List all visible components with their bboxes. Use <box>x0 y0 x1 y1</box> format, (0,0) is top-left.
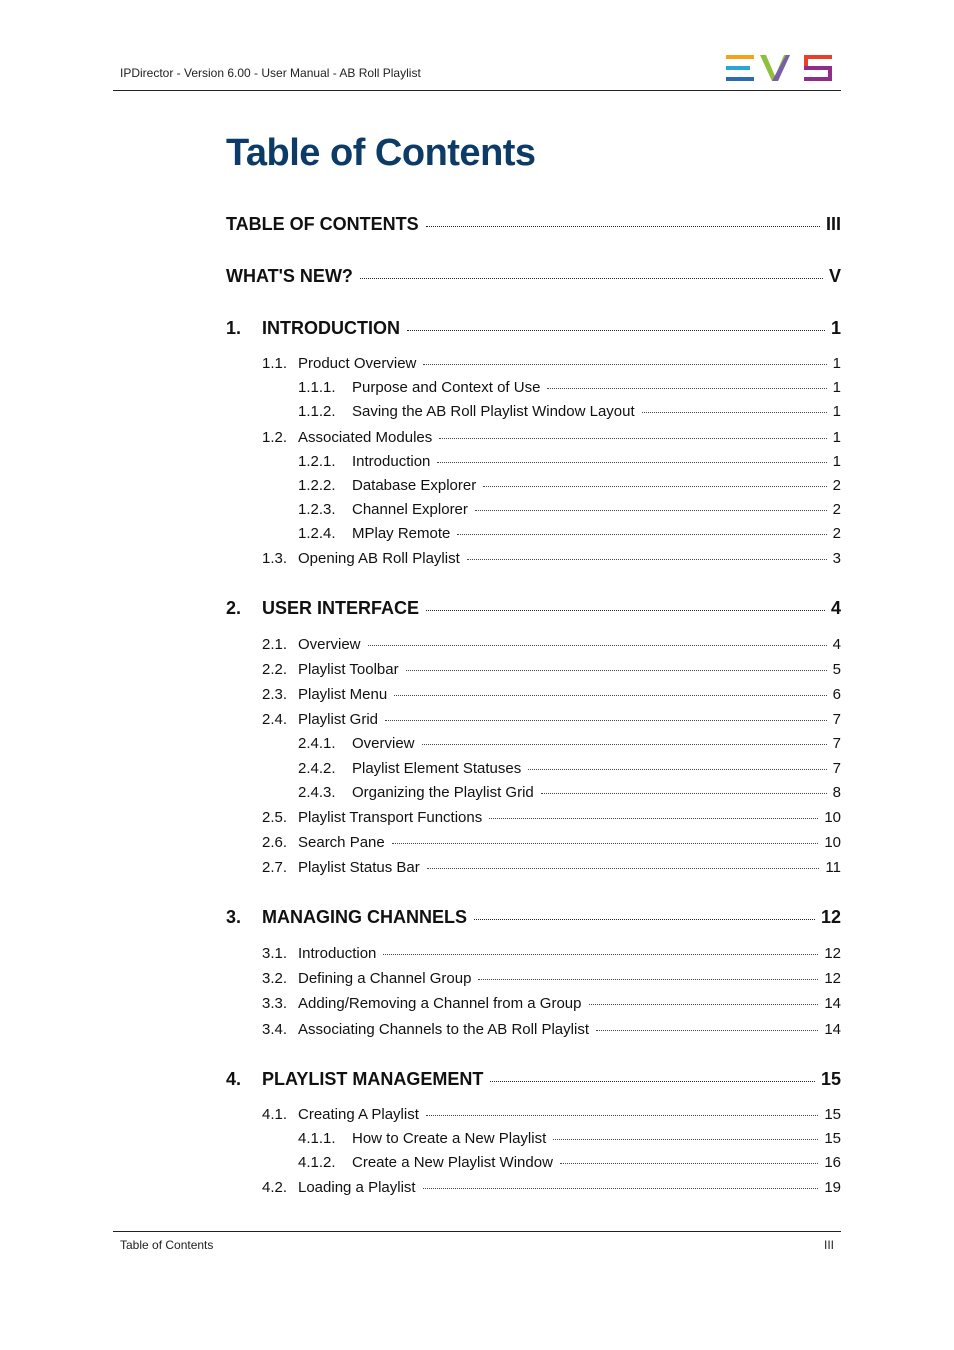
toc-section-entry[interactable] <box>262 355 841 372</box>
toc-dot-leader <box>467 559 827 560</box>
toc-section-entry[interactable] <box>262 711 841 728</box>
toc-entry-title: Associating Channels to the AB Roll Playlist <box>298 1021 589 1038</box>
toc-entry-number: 3. <box>226 907 242 927</box>
toc-dot-leader <box>489 818 818 819</box>
toc-entry-title: Introduction <box>298 945 377 962</box>
toc-entry-page: 14 <box>824 995 841 1012</box>
toc-dot-leader <box>560 1163 818 1164</box>
toc-entry-page: 1 <box>832 355 841 372</box>
footer-section-name: Table of Contents <box>120 1238 214 1252</box>
toc-entry-page: 15 <box>824 1106 841 1123</box>
toc-entry-title: Opening AB Roll Playlist <box>298 550 460 567</box>
toc-section-entry[interactable] <box>298 453 841 470</box>
toc-entry-title: Saving the AB Roll Playlist Window Layout <box>352 403 635 420</box>
toc-dot-leader <box>385 720 827 721</box>
toc-dot-leader <box>426 610 825 611</box>
toc-entry-number: 2.6. <box>262 834 288 851</box>
toc-entry-title: Associated Modules <box>298 429 433 446</box>
toc-entry-number: 3.2. <box>262 970 288 987</box>
toc-section-entry[interactable] <box>298 379 841 396</box>
toc-entry-title: Playlist Menu <box>298 686 388 703</box>
toc-section-entry[interactable] <box>298 477 841 494</box>
toc-entry-number: 1.2.1. <box>298 453 336 470</box>
toc-entry-number: 4.1. <box>262 1106 288 1123</box>
toc-entry-title: Adding/Removing a Channel from a Group <box>298 995 582 1012</box>
toc-dot-leader <box>483 486 826 487</box>
toc-entry-number: 2.4.1. <box>298 735 336 752</box>
toc-entry-title: Playlist Grid <box>298 711 379 728</box>
toc-entry-page: 6 <box>832 686 841 703</box>
toc-entry-title: INTRODUCTION <box>262 318 400 338</box>
toc-entry-title: Playlist Status Bar <box>298 859 420 876</box>
toc-entry-title: USER INTERFACE <box>262 598 420 618</box>
toc-entry-title: WHAT'S NEW? <box>226 266 353 286</box>
toc-chapter-entry[interactable] <box>226 598 841 619</box>
toc-section-entry[interactable] <box>262 686 841 703</box>
toc-entry-number: 2.2. <box>262 661 288 678</box>
toc-entry-page: 14 <box>824 1021 841 1038</box>
toc-entry-title: PLAYLIST MANAGEMENT <box>262 1069 484 1089</box>
toc-dot-leader <box>439 438 826 439</box>
toc-dot-leader <box>423 1188 819 1189</box>
toc-entry-page: 12 <box>824 970 841 987</box>
toc-section-entry[interactable] <box>262 550 841 567</box>
toc-entry-number: 3.4. <box>262 1021 288 1038</box>
toc-entry-number: 3.3. <box>262 995 288 1012</box>
toc-entry-title: Overview <box>352 735 415 752</box>
toc-entry-page: 19 <box>824 1179 841 1196</box>
toc-entry-number: 2.7. <box>262 859 288 876</box>
toc-entry-page: 1 <box>832 403 841 420</box>
toc-section-entry[interactable] <box>298 1130 841 1147</box>
toc-entry-number: 2.3. <box>262 686 288 703</box>
toc-section-entry[interactable] <box>262 945 841 962</box>
toc-entry-title: Database Explorer <box>352 477 477 494</box>
toc-section-entry[interactable] <box>298 735 841 752</box>
toc-entry-page: 2 <box>832 525 841 542</box>
toc-entry-title: Playlist Transport Functions <box>298 809 483 826</box>
toc-dot-leader <box>596 1030 818 1031</box>
toc-entry-page: 10 <box>824 809 841 826</box>
toc-entry-page: 11 <box>825 859 841 876</box>
toc-section-entry[interactable] <box>262 1179 841 1196</box>
toc-dot-leader <box>426 226 820 227</box>
toc-dot-leader <box>475 510 827 511</box>
toc-section-entry[interactable] <box>262 636 841 653</box>
toc-entry-title: Purpose and Context of Use <box>352 379 541 396</box>
toc-entry-page: 15 <box>824 1130 841 1147</box>
toc-section-entry[interactable] <box>298 525 841 542</box>
toc-entry-number: 1. <box>226 318 242 338</box>
toc-dot-leader <box>426 1115 818 1116</box>
toc-entry-title: Channel Explorer <box>352 501 468 518</box>
toc-entry-page: 2 <box>832 501 841 518</box>
toc-entry-number: 4.1.1. <box>298 1130 336 1147</box>
toc-entry-page: 1 <box>832 453 841 470</box>
toc-entry-title: Creating A Playlist <box>298 1106 419 1123</box>
toc-entry-page: 4 <box>832 636 841 653</box>
toc-dot-leader <box>490 1081 815 1082</box>
toc-entry-title: TABLE OF CONTENTS <box>226 214 419 234</box>
toc-dot-leader <box>547 388 826 389</box>
toc-entry-number: 1.2.3. <box>298 501 336 518</box>
toc-entry-page: III <box>825 214 841 234</box>
toc-entry-title: Loading a Playlist <box>298 1179 416 1196</box>
toc-dot-leader <box>541 793 827 794</box>
toc-entry-page: 1 <box>832 379 841 396</box>
toc-chapter-entry[interactable] <box>226 1069 841 1090</box>
toc-entry-page: 1 <box>832 429 841 446</box>
toc-section-entry[interactable] <box>298 1154 841 1171</box>
toc-entry-page: 10 <box>824 834 841 851</box>
toc-dot-leader <box>406 670 827 671</box>
toc-entry-number: 2.1. <box>262 636 288 653</box>
running-header: IPDirector - Version 6.00 - User Manual - AB Roll Playlist <box>120 66 421 80</box>
toc-entry-number: 1.2. <box>262 429 288 446</box>
toc-entry-number: 1.2.4. <box>298 525 336 542</box>
toc-entry-number: 1.3. <box>262 550 288 567</box>
toc-entry-page: 15 <box>820 1069 841 1089</box>
toc-dot-leader <box>394 695 826 696</box>
toc-entry-page: 2 <box>832 477 841 494</box>
toc-dot-leader <box>427 868 820 869</box>
toc-entry-number: 1.2.2. <box>298 477 336 494</box>
toc-entry-page: 7 <box>832 711 841 728</box>
toc-entry-page: 7 <box>832 735 841 752</box>
toc-entry-title: How to Create a New Playlist <box>352 1130 547 1147</box>
toc-dot-leader <box>478 979 818 980</box>
toc-section-entry[interactable] <box>298 784 841 801</box>
toc-entry-title: MPlay Remote <box>352 525 451 542</box>
toc-entry-title: MANAGING CHANNELS <box>262 907 467 927</box>
toc-section-entry[interactable] <box>262 1106 841 1123</box>
toc-entry-title: Playlist Element Statuses <box>352 760 522 777</box>
toc-entry-title: Product Overview <box>298 355 417 372</box>
toc-entry-number: 2. <box>226 598 242 618</box>
toc-dot-leader <box>407 330 825 331</box>
toc-entry-title: Overview <box>298 636 361 653</box>
toc-entry-number: 2.4.3. <box>298 784 336 801</box>
toc-dot-leader <box>589 1004 819 1005</box>
toc-dot-leader <box>528 769 826 770</box>
toc-entry-number: 1.1.1. <box>298 379 336 396</box>
toc-entry-page: 3 <box>832 550 841 567</box>
toc-dot-leader <box>360 278 823 279</box>
toc-chapter-entry[interactable] <box>226 318 841 339</box>
toc-entry-number: 2.4. <box>262 711 288 728</box>
toc-entry-number: 2.5. <box>262 809 288 826</box>
footer-page-number: III <box>823 1238 834 1252</box>
toc-entry-title: Create a New Playlist Window <box>352 1154 553 1171</box>
toc-entry-title: Playlist Toolbar <box>298 661 399 678</box>
toc-entry-number: 4.1.2. <box>298 1154 336 1171</box>
toc-section-entry[interactable] <box>262 970 841 987</box>
toc-section-entry[interactable] <box>262 1021 841 1038</box>
toc-entry-number: 4.2. <box>262 1179 288 1196</box>
toc-entry-page: 4 <box>830 598 841 618</box>
toc-entry-page: 8 <box>832 784 841 801</box>
toc-dot-leader <box>474 919 815 920</box>
toc-entry-title: Defining a Channel Group <box>298 970 472 987</box>
toc-chapter-entry[interactable] <box>226 266 841 287</box>
toc-section-entry[interactable] <box>262 859 841 876</box>
toc-entry-page: V <box>828 266 841 286</box>
toc-entry-number: 1.1. <box>262 355 288 372</box>
toc-entry-page: 1 <box>830 318 841 338</box>
toc-chapter-entry[interactable] <box>226 214 841 235</box>
toc-dot-leader <box>423 364 826 365</box>
toc-dot-leader <box>422 744 827 745</box>
toc-dot-leader <box>457 534 826 535</box>
toc-dot-leader <box>392 843 819 844</box>
footer-divider <box>113 1231 841 1232</box>
toc-entry-number: 1.1.2. <box>298 403 336 420</box>
toc-section-entry[interactable] <box>298 501 841 518</box>
page-title: Table of Contents <box>226 132 536 174</box>
toc-section-entry[interactable] <box>262 429 841 446</box>
toc-entry-page: 12 <box>824 945 841 962</box>
toc-section-entry[interactable] <box>298 760 841 777</box>
toc-entry-title: Search Pane <box>298 834 385 851</box>
toc-section-entry[interactable] <box>262 661 841 678</box>
toc-section-entry[interactable] <box>262 834 841 851</box>
toc-entry-number: 4. <box>226 1069 242 1089</box>
toc-dot-leader <box>383 954 818 955</box>
toc-section-entry[interactable] <box>298 403 841 420</box>
toc-dot-leader <box>642 412 827 413</box>
toc-entry-title: Introduction <box>352 453 431 470</box>
toc-section-entry[interactable] <box>262 809 841 826</box>
toc-dot-leader <box>368 645 827 646</box>
toc-dot-leader <box>437 462 826 463</box>
toc-dot-leader <box>553 1139 818 1140</box>
toc-entry-page: 16 <box>824 1154 841 1171</box>
toc-entry-title: Organizing the Playlist Grid <box>352 784 534 801</box>
toc-entry-page: 5 <box>832 661 841 678</box>
toc-chapter-entry[interactable] <box>226 907 841 928</box>
toc-entry-page: 12 <box>820 907 841 927</box>
toc-entry-page: 7 <box>832 760 841 777</box>
toc-section-entry[interactable] <box>262 995 841 1012</box>
toc-entry-number: 3.1. <box>262 945 288 962</box>
toc-entry-number: 2.4.2. <box>298 760 336 777</box>
